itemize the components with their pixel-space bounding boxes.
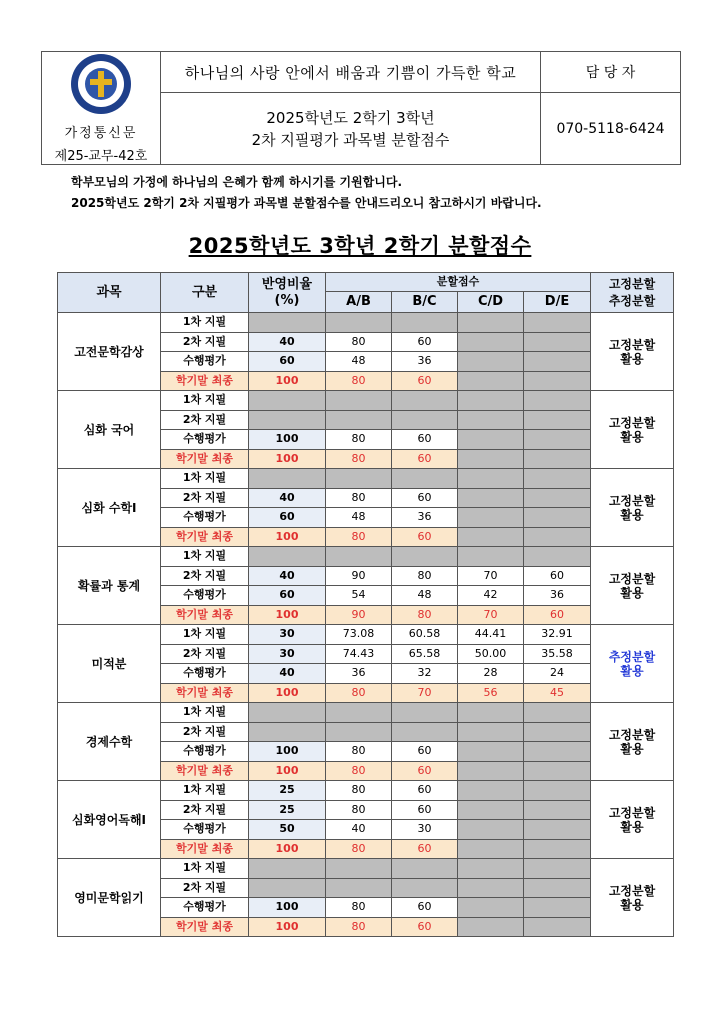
cut-score-cell: 36 bbox=[326, 664, 392, 684]
page-title: 2025학년도 3학년 2학기 분할점수 bbox=[188, 234, 532, 258]
header-subject: 과목 bbox=[58, 273, 161, 313]
cut-score-cell bbox=[458, 508, 524, 528]
row-kind: 1차 지필 bbox=[161, 391, 249, 411]
cut-score-cell bbox=[524, 313, 591, 333]
cut-score-cell bbox=[458, 742, 524, 762]
table-row bbox=[58, 703, 674, 723]
method-note: 고정분할 활용 bbox=[591, 391, 674, 469]
cut-score-cell: 32.91 bbox=[524, 625, 591, 645]
row-ratio: 100 bbox=[249, 527, 326, 547]
cut-score-cell bbox=[524, 761, 591, 781]
row-kind: 2차 지필 bbox=[161, 488, 249, 508]
cut-score-cell: 44.41 bbox=[458, 625, 524, 645]
cut-score-cell: 60 bbox=[392, 742, 458, 762]
cut-score-cell bbox=[326, 410, 392, 430]
row-kind: 학기말 최종 bbox=[161, 839, 249, 859]
cut-score-cell: 80 bbox=[326, 371, 392, 391]
table-row bbox=[58, 547, 674, 567]
cut-score-cell bbox=[326, 547, 392, 567]
row-ratio bbox=[249, 547, 326, 567]
manager-phone: 070-5118-6424 bbox=[541, 93, 681, 165]
header-note bbox=[591, 273, 674, 313]
doc-title-line1: 2025학년도 2학기 3학년 bbox=[266, 108, 435, 127]
method-note: 고정분할 활용 bbox=[591, 859, 674, 937]
row-ratio: 40 bbox=[249, 488, 326, 508]
cut-score-cell bbox=[392, 469, 458, 489]
row-ratio: 40 bbox=[249, 566, 326, 586]
cut-score-cell bbox=[458, 547, 524, 567]
doc-type: 가정통신문 bbox=[64, 126, 138, 141]
cut-score-cell: 60 bbox=[392, 488, 458, 508]
row-ratio: 100 bbox=[249, 761, 326, 781]
cut-score-cell: 60 bbox=[392, 800, 458, 820]
doc-number: 제25-교무-42호 bbox=[54, 149, 148, 164]
cut-score-cell bbox=[524, 547, 591, 567]
cut-score-cell bbox=[392, 722, 458, 742]
subject-name: 심화영어독해Ⅰ bbox=[58, 781, 161, 859]
intro-text bbox=[71, 172, 542, 214]
cut-score-cell: 40 bbox=[326, 820, 392, 840]
row-kind: 수행평가 bbox=[161, 430, 249, 450]
cut-score-cell bbox=[392, 859, 458, 879]
cut-score-cell: 36 bbox=[392, 352, 458, 372]
cut-score-cell: 65.58 bbox=[392, 644, 458, 664]
row-ratio: 50 bbox=[249, 820, 326, 840]
subject-name: 경제수학 bbox=[58, 703, 161, 781]
cut-score-cell: 73.08 bbox=[326, 625, 392, 645]
subject-name: 확률과 통계 bbox=[58, 547, 161, 625]
row-kind: 2차 지필 bbox=[161, 410, 249, 430]
cut-score-cell bbox=[392, 410, 458, 430]
row-ratio: 100 bbox=[249, 917, 326, 937]
cut-score-cell: 80 bbox=[326, 839, 392, 859]
cut-score-cell bbox=[524, 488, 591, 508]
table-row bbox=[58, 625, 674, 645]
cut-score-cell bbox=[524, 800, 591, 820]
row-ratio: 100 bbox=[249, 449, 326, 469]
doc-title bbox=[161, 93, 541, 165]
cut-score-cell: 80 bbox=[326, 332, 392, 352]
row-ratio bbox=[249, 313, 326, 333]
manager-label: 담 당 자 bbox=[541, 52, 681, 93]
header-ratio-text: 반영비율 (%) bbox=[261, 276, 313, 308]
cut-score-cell: 60 bbox=[392, 371, 458, 391]
row-kind: 수행평가 bbox=[161, 898, 249, 918]
cut-score-cell bbox=[524, 859, 591, 879]
cut-score-cell bbox=[458, 800, 524, 820]
cut-score-cell: 80 bbox=[392, 566, 458, 586]
cut-score-cell bbox=[458, 410, 524, 430]
row-kind: 1차 지필 bbox=[161, 469, 249, 489]
row-ratio: 100 bbox=[249, 371, 326, 391]
cut-score-cell: 70 bbox=[458, 605, 524, 625]
school-logo-cell bbox=[42, 52, 161, 165]
cut-score-cell: 60 bbox=[392, 839, 458, 859]
intro-line2: 2025학년도 2학기 2차 지필평가 과목별 분할점수를 안내드리오니 참고하시기 바랍니다. bbox=[71, 196, 542, 210]
table-row bbox=[58, 391, 674, 411]
cut-score-cell bbox=[524, 410, 591, 430]
cut-score-cell: 74.43 bbox=[326, 644, 392, 664]
cut-score-cell: 60 bbox=[392, 449, 458, 469]
cut-score-cell bbox=[458, 878, 524, 898]
cut-score-cell bbox=[458, 449, 524, 469]
row-kind: 2차 지필 bbox=[161, 332, 249, 352]
cut-score-cell: 60 bbox=[524, 605, 591, 625]
table-row bbox=[58, 469, 674, 489]
cut-score-cell bbox=[392, 391, 458, 411]
row-kind: 2차 지필 bbox=[161, 800, 249, 820]
row-kind: 학기말 최종 bbox=[161, 683, 249, 703]
cut-score-cell bbox=[524, 703, 591, 723]
row-ratio bbox=[249, 703, 326, 723]
row-kind: 수행평가 bbox=[161, 352, 249, 372]
cut-score-cell: 80 bbox=[326, 488, 392, 508]
header-grade-cd: C/D bbox=[458, 292, 524, 313]
row-kind: 1차 지필 bbox=[161, 859, 249, 879]
cut-score-cell: 42 bbox=[458, 586, 524, 606]
row-ratio bbox=[249, 722, 326, 742]
row-kind: 2차 지필 bbox=[161, 566, 249, 586]
row-kind: 학기말 최종 bbox=[161, 605, 249, 625]
row-ratio: 30 bbox=[249, 644, 326, 664]
row-kind: 수행평가 bbox=[161, 586, 249, 606]
cut-score-table bbox=[57, 272, 674, 937]
school-motto: 하나님의 사랑 안에서 배움과 기쁨이 가득한 학교 bbox=[161, 52, 541, 93]
cut-score-cell bbox=[524, 898, 591, 918]
cut-score-cell bbox=[524, 839, 591, 859]
cut-score-cell: 60 bbox=[392, 917, 458, 937]
row-ratio: 100 bbox=[249, 430, 326, 450]
header-grade-de: D/E bbox=[524, 292, 591, 313]
cut-score-cell bbox=[524, 781, 591, 801]
cut-score-cell bbox=[458, 917, 524, 937]
row-ratio: 100 bbox=[249, 898, 326, 918]
row-ratio bbox=[249, 469, 326, 489]
cut-score-cell: 35.58 bbox=[524, 644, 591, 664]
row-kind: 학기말 최종 bbox=[161, 371, 249, 391]
row-kind: 1차 지필 bbox=[161, 781, 249, 801]
subject-name: 심화 수학Ⅰ bbox=[58, 469, 161, 547]
cut-score-cell: 80 bbox=[326, 527, 392, 547]
cut-score-cell bbox=[326, 722, 392, 742]
cut-score-cell: 80 bbox=[326, 800, 392, 820]
row-ratio: 100 bbox=[249, 742, 326, 762]
cut-score-cell bbox=[524, 722, 591, 742]
row-ratio: 40 bbox=[249, 664, 326, 684]
table-row bbox=[58, 781, 674, 801]
row-ratio: 100 bbox=[249, 605, 326, 625]
row-ratio: 40 bbox=[249, 332, 326, 352]
header-grade-bc: B/C bbox=[392, 292, 458, 313]
row-ratio: 60 bbox=[249, 352, 326, 372]
cut-score-cell bbox=[458, 391, 524, 411]
cut-score-cell bbox=[524, 508, 591, 528]
cut-score-cell bbox=[458, 859, 524, 879]
row-ratio bbox=[249, 410, 326, 430]
cut-score-cell bbox=[458, 469, 524, 489]
row-ratio bbox=[249, 878, 326, 898]
header-note-text: 고정분할 추정분할 bbox=[608, 276, 656, 308]
subject-name: 심화 국어 bbox=[58, 391, 161, 469]
cut-score-cell bbox=[392, 313, 458, 333]
cut-score-cell: 36 bbox=[392, 508, 458, 528]
row-ratio bbox=[249, 391, 326, 411]
cut-score-cell: 80 bbox=[392, 605, 458, 625]
cut-score-cell: 24 bbox=[524, 664, 591, 684]
cut-score-cell: 80 bbox=[326, 430, 392, 450]
header-kind: 구분 bbox=[161, 273, 249, 313]
cut-score-cell bbox=[458, 820, 524, 840]
cut-score-cell bbox=[458, 898, 524, 918]
document-header bbox=[41, 51, 681, 165]
cut-score-cell: 70 bbox=[392, 683, 458, 703]
row-kind: 수행평가 bbox=[161, 664, 249, 684]
cut-score-cell: 80 bbox=[326, 898, 392, 918]
row-kind: 학기말 최종 bbox=[161, 917, 249, 937]
cut-score-cell bbox=[458, 488, 524, 508]
cut-score-cell bbox=[326, 859, 392, 879]
method-note: 고정분할 활용 bbox=[591, 547, 674, 625]
row-ratio: 60 bbox=[249, 586, 326, 606]
cut-score-cell: 80 bbox=[326, 917, 392, 937]
method-note: 고정분할 활용 bbox=[591, 703, 674, 781]
header-cut: 분할점수 bbox=[326, 273, 591, 292]
cut-score-cell bbox=[392, 547, 458, 567]
method-note: 추정분할 활용 bbox=[591, 625, 674, 703]
cut-score-cell: 60 bbox=[392, 898, 458, 918]
cut-score-cell: 32 bbox=[392, 664, 458, 684]
cut-score-cell bbox=[524, 391, 591, 411]
method-note: 고정분할 활용 bbox=[591, 781, 674, 859]
cut-score-cell bbox=[458, 352, 524, 372]
intro-line1: 학부모님의 가정에 하나님의 은혜가 함께 하시기를 기원합니다. bbox=[71, 175, 403, 189]
cut-score-cell: 90 bbox=[326, 566, 392, 586]
row-kind: 수행평가 bbox=[161, 508, 249, 528]
cut-score-cell bbox=[524, 332, 591, 352]
row-ratio: 60 bbox=[249, 508, 326, 528]
cut-score-cell: 54 bbox=[326, 586, 392, 606]
row-kind: 학기말 최종 bbox=[161, 761, 249, 781]
table-row bbox=[58, 859, 674, 879]
cut-score-cell bbox=[524, 878, 591, 898]
cut-score-cell: 60 bbox=[524, 566, 591, 586]
cut-score-cell bbox=[458, 781, 524, 801]
row-ratio: 100 bbox=[249, 839, 326, 859]
header-grade-ab: A/B bbox=[326, 292, 392, 313]
row-kind: 1차 지필 bbox=[161, 313, 249, 333]
cut-score-cell: 56 bbox=[458, 683, 524, 703]
cut-score-cell: 60 bbox=[392, 781, 458, 801]
table-body bbox=[58, 313, 674, 937]
cut-score-cell bbox=[326, 469, 392, 489]
doc-title-line2: 2차 지필평가 과목별 분할점수 bbox=[251, 130, 450, 149]
cut-score-cell bbox=[524, 820, 591, 840]
cut-score-cell bbox=[326, 878, 392, 898]
cut-score-cell: 60 bbox=[392, 527, 458, 547]
cut-score-cell bbox=[458, 313, 524, 333]
row-ratio: 25 bbox=[249, 781, 326, 801]
subject-name: 미적분 bbox=[58, 625, 161, 703]
cut-score-cell: 50.00 bbox=[458, 644, 524, 664]
cut-score-cell: 80 bbox=[326, 742, 392, 762]
cut-score-cell bbox=[392, 703, 458, 723]
cut-score-cell bbox=[458, 703, 524, 723]
cut-score-cell bbox=[524, 527, 591, 547]
cut-score-cell bbox=[392, 878, 458, 898]
row-kind: 학기말 최종 bbox=[161, 449, 249, 469]
row-kind: 2차 지필 bbox=[161, 722, 249, 742]
cut-score-cell bbox=[458, 527, 524, 547]
cut-score-cell: 60 bbox=[392, 761, 458, 781]
subject-name: 고전문학감상 bbox=[58, 313, 161, 391]
method-note: 고정분할 활용 bbox=[591, 313, 674, 391]
cut-score-cell bbox=[326, 313, 392, 333]
cut-score-cell: 48 bbox=[326, 352, 392, 372]
cut-score-cell bbox=[524, 371, 591, 391]
cut-score-cell: 48 bbox=[326, 508, 392, 528]
cut-score-cell bbox=[458, 839, 524, 859]
cut-score-cell: 45 bbox=[524, 683, 591, 703]
cut-score-cell: 28 bbox=[458, 664, 524, 684]
row-kind: 1차 지필 bbox=[161, 547, 249, 567]
row-kind: 2차 지필 bbox=[161, 644, 249, 664]
cut-score-cell: 80 bbox=[326, 781, 392, 801]
cut-score-cell bbox=[458, 371, 524, 391]
cut-score-cell bbox=[458, 332, 524, 352]
cut-score-cell: 36 bbox=[524, 586, 591, 606]
cut-score-cell: 90 bbox=[326, 605, 392, 625]
table-row bbox=[58, 313, 674, 333]
cut-score-cell: 60.58 bbox=[392, 625, 458, 645]
row-kind: 학기말 최종 bbox=[161, 527, 249, 547]
cut-score-cell: 60 bbox=[392, 332, 458, 352]
row-kind: 1차 지필 bbox=[161, 703, 249, 723]
subject-name: 영미문학읽기 bbox=[58, 859, 161, 937]
header-ratio bbox=[249, 273, 326, 313]
cut-score-cell bbox=[458, 722, 524, 742]
row-kind: 수행평가 bbox=[161, 820, 249, 840]
cut-score-cell bbox=[524, 917, 591, 937]
cut-score-cell bbox=[524, 742, 591, 762]
cut-score-cell bbox=[524, 430, 591, 450]
cut-score-cell: 80 bbox=[326, 449, 392, 469]
cut-score-cell: 70 bbox=[458, 566, 524, 586]
school-logo bbox=[71, 54, 131, 114]
row-ratio: 30 bbox=[249, 625, 326, 645]
cut-score-cell bbox=[524, 352, 591, 372]
method-note: 고정분할 활용 bbox=[591, 469, 674, 547]
cut-score-cell: 80 bbox=[326, 683, 392, 703]
cut-score-cell bbox=[326, 703, 392, 723]
cut-score-cell bbox=[326, 391, 392, 411]
row-kind: 1차 지필 bbox=[161, 625, 249, 645]
cut-score-cell bbox=[458, 761, 524, 781]
cut-score-cell: 80 bbox=[326, 761, 392, 781]
row-ratio bbox=[249, 859, 326, 879]
cut-score-cell bbox=[524, 469, 591, 489]
cut-score-cell: 60 bbox=[392, 430, 458, 450]
row-kind: 2차 지필 bbox=[161, 878, 249, 898]
cut-score-cell: 30 bbox=[392, 820, 458, 840]
cut-score-cell bbox=[458, 430, 524, 450]
cut-score-cell: 48 bbox=[392, 586, 458, 606]
row-ratio: 100 bbox=[249, 683, 326, 703]
row-ratio: 25 bbox=[249, 800, 326, 820]
cut-score-cell bbox=[524, 449, 591, 469]
row-kind: 수행평가 bbox=[161, 742, 249, 762]
